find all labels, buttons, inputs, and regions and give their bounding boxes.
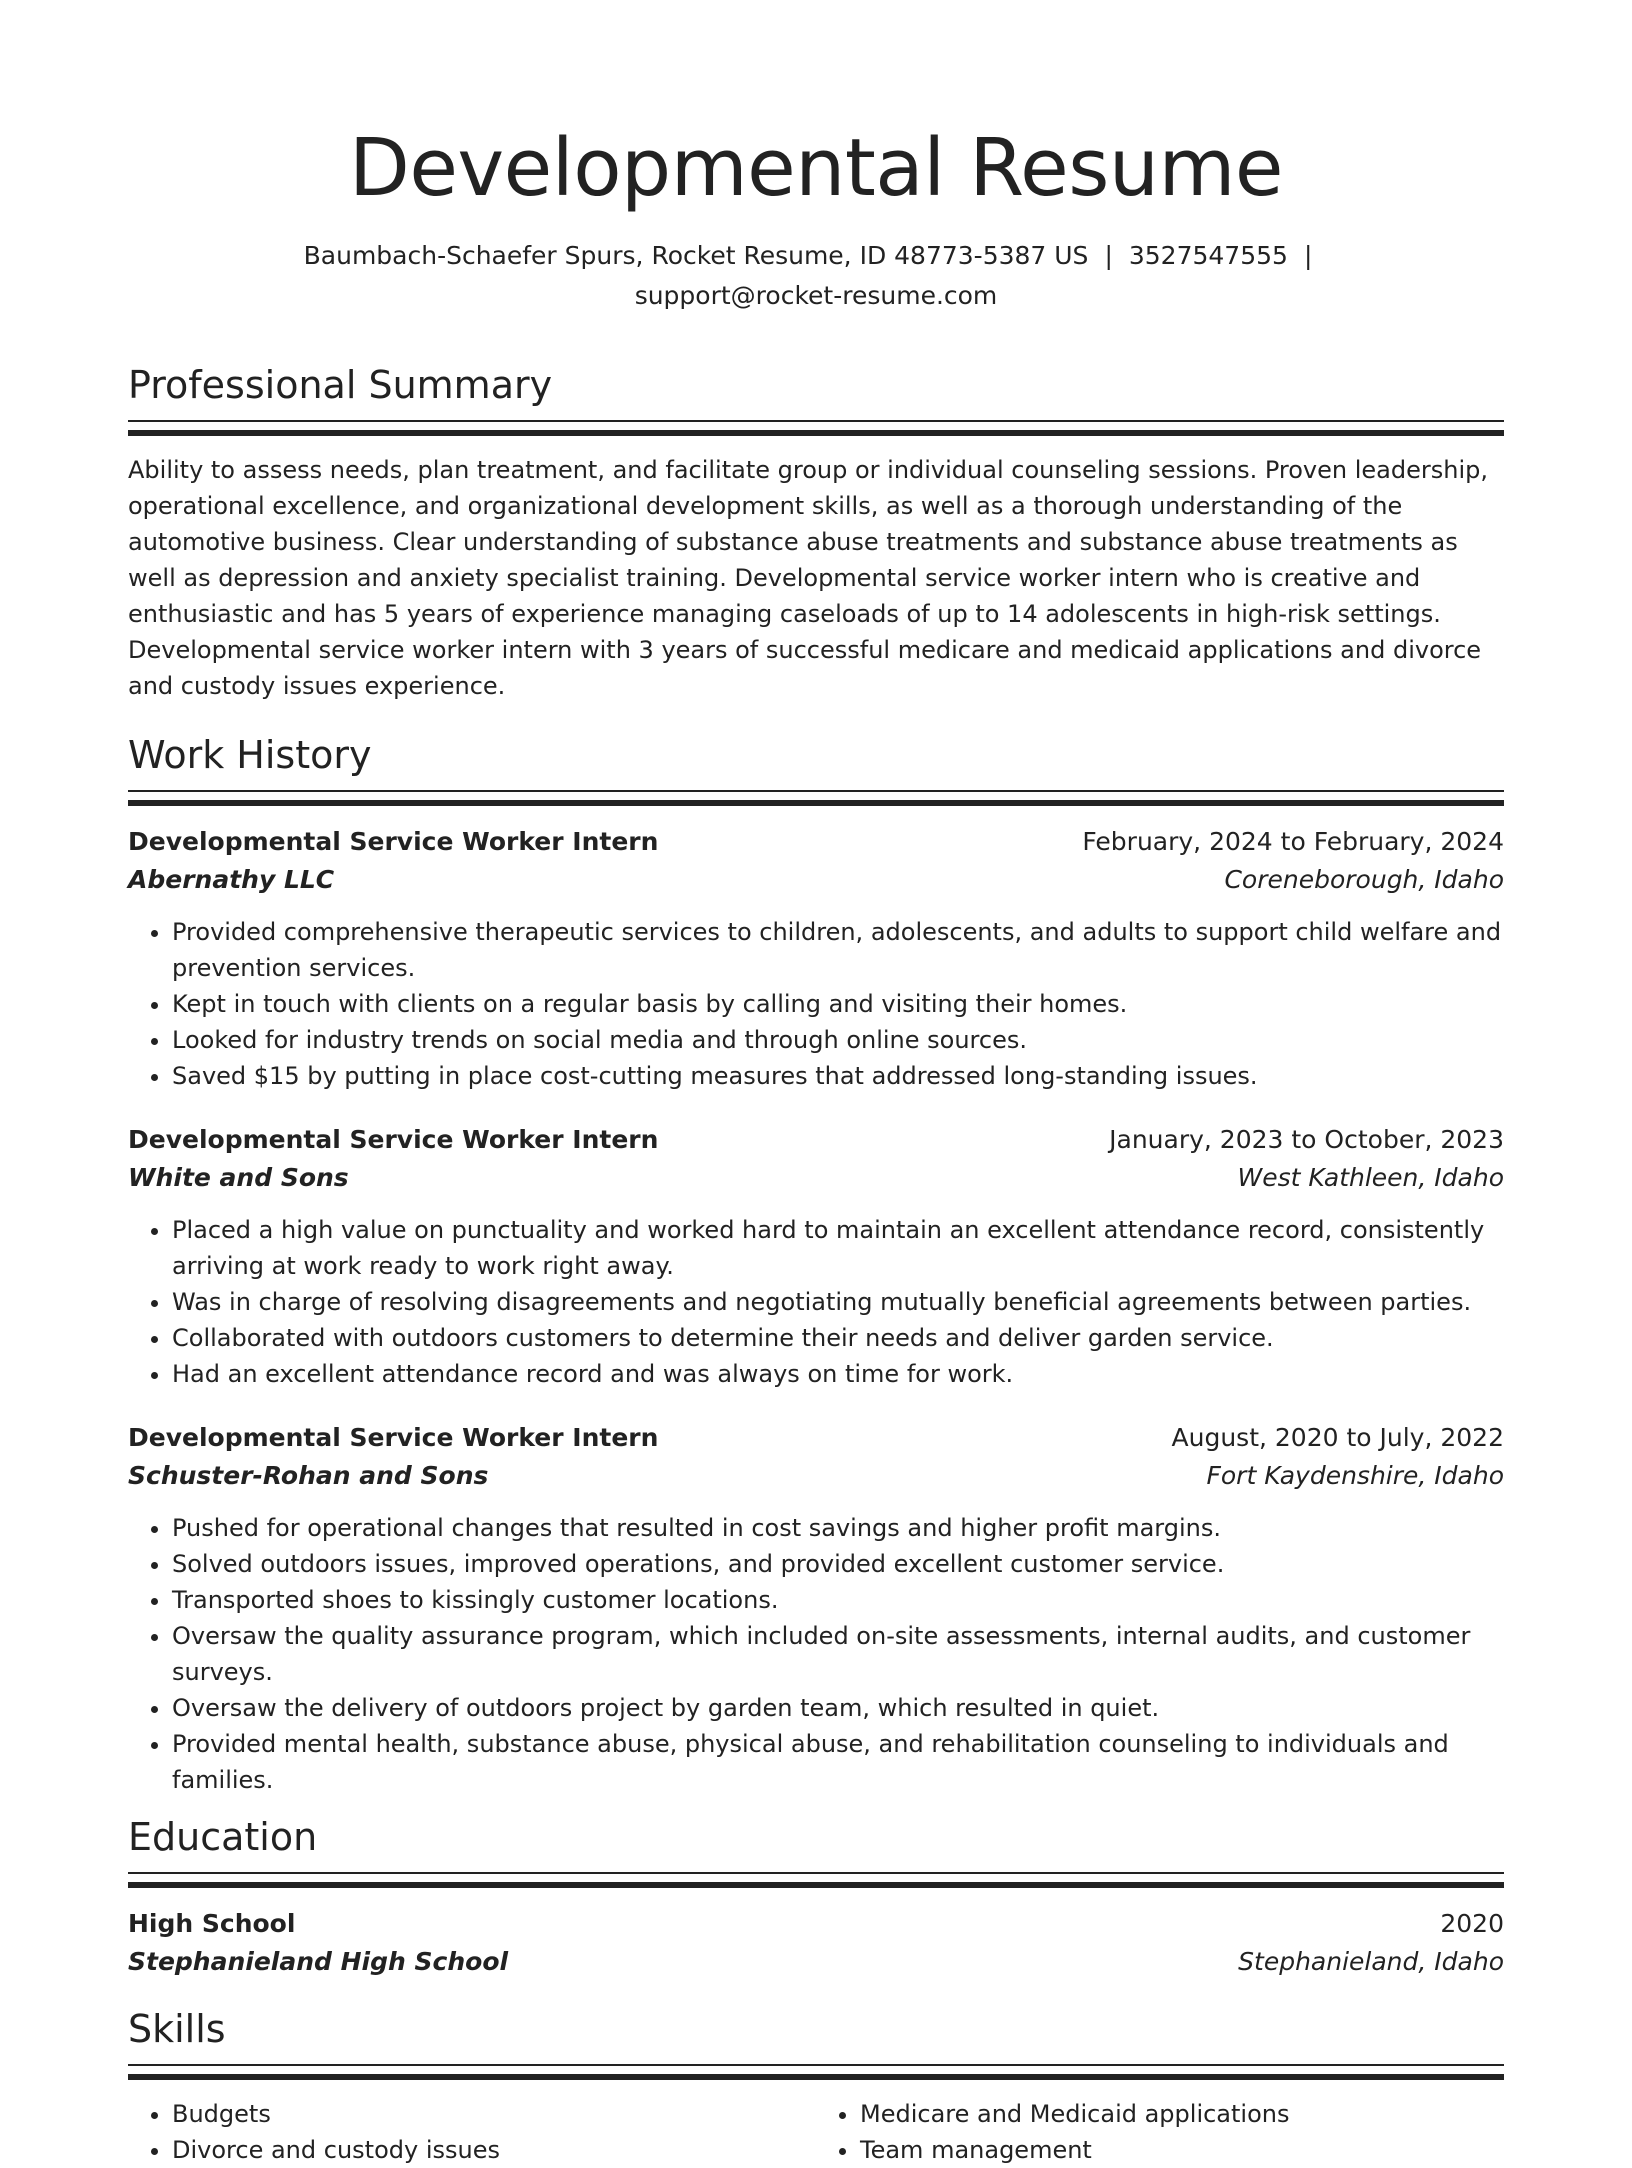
work-history-section xyxy=(128,730,1504,1798)
education-school: Stephanieland High School xyxy=(128,1947,509,1976)
section-divider xyxy=(128,1872,1504,1888)
contact-separator: | xyxy=(1104,241,1113,270)
job-company: Abernathy LLC xyxy=(128,865,335,894)
job-bullet: • Oversaw the delivery of outdoors project by garden team, which resulted in quiet. xyxy=(172,1690,1504,1726)
job-title: Developmental Service Worker Intern xyxy=(128,827,659,856)
job-bullet: • Pushed for operational changes that resulted in cost savings and higher profit margins. xyxy=(172,1510,1504,1546)
education-section xyxy=(128,1812,1504,1980)
job-entry xyxy=(128,822,1504,1094)
skill-item: • Team management xyxy=(860,2132,1504,2168)
contact-separator: | xyxy=(1303,241,1313,270)
summary-text: Ability to assess needs, plan treatment, and facilitate group or individual counseling sessions. Proven leadership, operational excellence, and organizational development skills, as well as a thorough understanding of the automotive business. Clear understanding of substance abuse treatments and substance abuse treatments as well as depression and anxiety specialist training. Developmental service worker intern who is creative and enthusiastic and has 5 years of experience managing caseloads of up to 14 adolescents in high-risk settings. Developmental service worker intern with 3 years of successful medicare and medicaid applications and divorce and custody issues experience. xyxy=(128,456,1488,700)
job-title: Developmental Service Worker Intern xyxy=(128,1125,659,1154)
section-divider xyxy=(128,420,1504,436)
skill-item: • Medicare and Medicaid applications xyxy=(860,2096,1504,2132)
contact-address: Baumbach-Schaefer Spurs, Rocket Resume, ID 48773-5387 US xyxy=(303,241,1089,270)
job-bullet: • Provided comprehensive therapeutic services to children, adolescents, and adults to support child welfare and prevention services. xyxy=(172,914,1504,986)
job-bullets xyxy=(128,1212,1504,1392)
job-bullets xyxy=(128,1510,1504,1798)
education-degree: High School xyxy=(128,1909,296,1938)
job-bullets xyxy=(128,914,1504,1094)
job-bullet: • Had an excellent attendance record and was always on time for work. xyxy=(172,1356,1504,1392)
skills-list xyxy=(128,2096,1504,2168)
job-bullet: • Provided mental health, substance abuse, physical abuse, and rehabilitation counseling to individuals and families. xyxy=(172,1726,1504,1798)
section-title-summary: Professional Summary xyxy=(128,363,553,407)
job-bullet: • Looked for industry trends on social media and through online sources. xyxy=(172,1022,1504,1058)
section-title-education: Education xyxy=(128,1815,318,1859)
job-bullet: • Placed a high value on punctuality and worked hard to maintain an excellent attendance record, consistently arriving at work ready to work right away. xyxy=(172,1212,1504,1284)
resume-name: Developmental Resume xyxy=(348,122,1284,214)
job-dates: August, 2020 to July, 2022 xyxy=(1171,1423,1504,1452)
job-company: Schuster-Rohan and Sons xyxy=(128,1461,489,1490)
job-bullet: • Transported shoes to kissingly customer locations. xyxy=(172,1582,1504,1618)
job-dates: January, 2023 to October, 2023 xyxy=(1109,1125,1504,1154)
job-bullet: • Saved $15 by putting in place cost-cutting measures that addressed long-standing issues. xyxy=(172,1058,1504,1094)
job-location: Coreneborough, Idaho xyxy=(1224,865,1504,894)
skills-column-left xyxy=(128,2096,816,2168)
education-year: 2020 xyxy=(1440,1909,1504,1938)
job-bullet: • Collaborated with outdoors customers to determine their needs and deliver garden service. xyxy=(172,1320,1504,1356)
summary-section xyxy=(128,360,1504,704)
skill-item: • Budgets xyxy=(172,2096,816,2132)
job-location: Fort Kaydenshire, Idaho xyxy=(1206,1461,1504,1490)
job-company: White and Sons xyxy=(128,1163,349,1192)
skill-item: • Divorce and custody issues xyxy=(172,2132,816,2168)
section-divider xyxy=(128,790,1504,806)
skills-column-right xyxy=(816,2096,1504,2168)
contact-line xyxy=(246,236,1386,316)
job-entry xyxy=(128,1418,1504,1798)
job-dates: February, 2024 to February, 2024 xyxy=(1082,827,1504,856)
job-bullet: • Solved outdoors issues, improved operations, and provided excellent customer service. xyxy=(172,1546,1504,1582)
job-bullet: • Was in charge of resolving disagreements and negotiating mutually beneficial agreements between parties. xyxy=(172,1284,1504,1320)
section-divider xyxy=(128,2064,1504,2080)
contact-phone: 3527547555 xyxy=(1128,241,1288,270)
skills-section xyxy=(128,2004,1504,2168)
section-title-skills: Skills xyxy=(128,2007,226,2051)
job-bullet: • Kept in touch with clients on a regular basis by calling and visiting their homes. xyxy=(172,986,1504,1022)
contact-email: support@rocket-resume.com xyxy=(634,281,998,310)
job-entry xyxy=(128,1120,1504,1392)
education-entry xyxy=(128,1904,1504,1980)
job-title: Developmental Service Worker Intern xyxy=(128,1423,659,1452)
section-title-work-history: Work History xyxy=(128,733,372,777)
job-bullet: • Oversaw the quality assurance program, which included on-site assessments, internal audits, and customer surveys. xyxy=(172,1618,1504,1690)
job-location: West Kathleen, Idaho xyxy=(1237,1163,1504,1192)
education-location: Stephanieland, Idaho xyxy=(1238,1947,1504,1976)
